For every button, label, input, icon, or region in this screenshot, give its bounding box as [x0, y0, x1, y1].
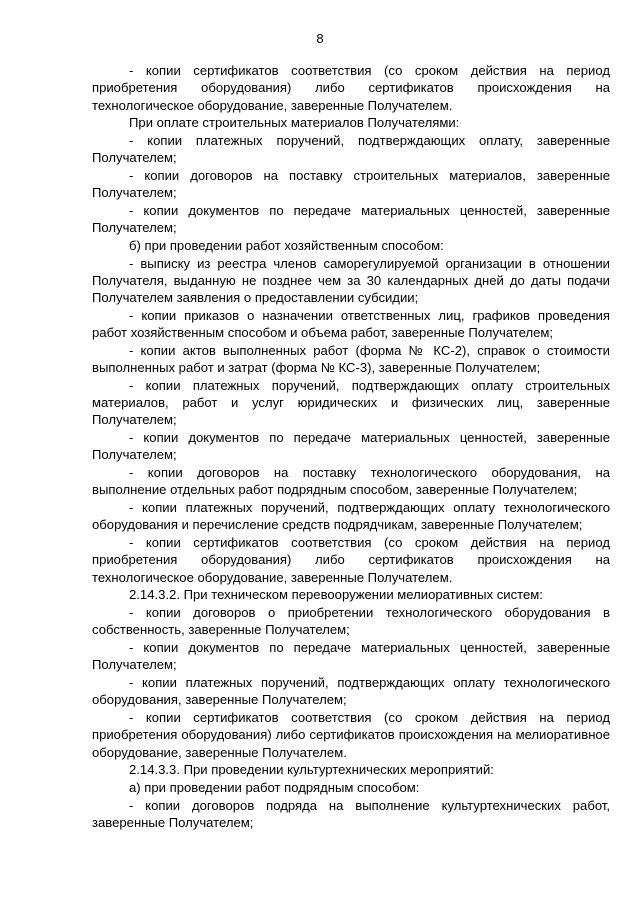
paragraph: 2.14.3.2. При техническом перевооружении мелиоративных систем: — [129, 587, 543, 603]
paragraph: При оплате строительных материалов Получателями: — [129, 115, 460, 131]
paragraph: - копии договоров о приобретении технологического оборудования в собственность, заверенные Получателем; — [92, 605, 610, 638]
paragraph: - копии сертификатов соответствия (со сроком действия на период приобретения оборудования) либо сертификатов происхождения на технологическое оборудование, заверенные Получателем. — [92, 63, 610, 113]
paragraph: - копии приказов о назначении ответственных лиц, графиков проведения работ хозяйственным способом и объема работ, заверенные Получателем; — [92, 307, 610, 341]
paragraph: б) при проведении работ хозяйственным способом: — [129, 237, 444, 253]
paragraph: - выписку из реестра членов саморегулируемой организации в отношении Получателя, выданную не позднее чем за 30 календарных дней до даты подачи Получателем заявления о предоставлении субсидии; — [92, 255, 610, 306]
paragraph: - копии документов по передаче материальных ценностей, заверенные Получателем; — [92, 640, 610, 673]
paragraph: - копии сертификатов соответствия (со сроком действия на период приобретения оборудования) либо сертификатов происхождения на технологическое оборудование, заверенные Получателем. — [92, 535, 610, 585]
paragraph: - копии платежных поручений, подтверждающих оплату, заверенные Получателем; — [92, 132, 610, 166]
paragraph: - копии договоров подряда на выполнение культуртехнических работ, заверенные Получателем; — [92, 797, 610, 830]
paragraph: - копии актов выполненных работ (форма № КС-2), справок о стоимости выполненных работ и затрат (форма № КС-3), заверенные Получателем; — [92, 342, 610, 376]
paragraph: - копии документов по передаче материальных ценностей, заверенные Получателем; — [92, 202, 610, 236]
paragraph: - копии договоров на поставку технологического оборудования, на выполнение отдельных работ подрядным способом, заверенные Получателем; — [92, 465, 610, 498]
paragraph: - копии сертификатов соответствия (со сроком действия на период приобретения оборудования) либо сертификатов происхождения на мелиоративное оборудование, заверенные Получателем. — [92, 710, 610, 760]
paragraph: - копии платежных поручений, подтверждающих оплату строительных материалов, работ и услуг юридических и физических лиц, заверенные Получателем; — [92, 377, 610, 428]
paragraph: 2.14.3.3. При проведении культуртехнических мероприятий: — [129, 762, 494, 778]
paragraph: - копии платежных поручений, подтверждающих оплату технологического оборудования, заверенные Получателем; — [92, 675, 610, 708]
paragraph: - копии документов по передаче материальных ценностей, заверенные Получателем; — [92, 430, 610, 463]
paragraph: а) при проведении работ подрядным способом: — [129, 779, 420, 795]
page-number: 8 — [316, 31, 324, 46]
paragraph: - копии договоров на поставку строительных материалов, заверенные Получателем; — [92, 167, 610, 201]
paragraph: - копии платежных поручений, подтверждающих оплату технологического оборудования и перечисление средств подрядчикам, заверенные Получателем; — [92, 500, 610, 533]
body-text — [92, 62, 610, 832]
